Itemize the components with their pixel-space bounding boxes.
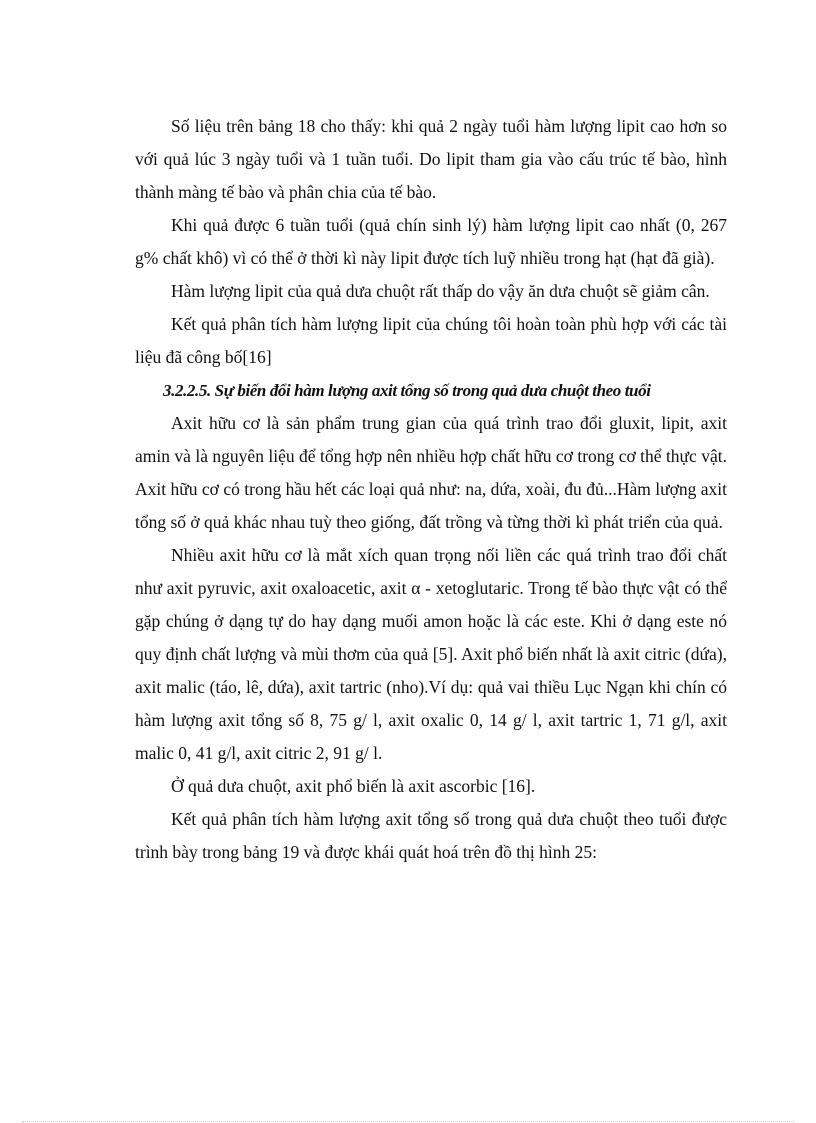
paragraph-lipit-result: Kết quả phân tích hàm lượng lipit của chúng tôi hoàn toàn phù hợp với các tài liệu đã công bố[16] bbox=[135, 314, 727, 367]
paragraph-lipit-age: Số liệu trên bảng 18 cho thấy: khi quả 2 ngày tuổi hàm lượng lipit cao hơn so với quả lúc 3 ngày tuổi và 1 tuần tuổi. Do lipit tham gia vào cấu trúc tế bào, hình thành màng tế bào và phân chia của tế bào. bbox=[135, 116, 727, 202]
page-body bbox=[135, 110, 727, 869]
paragraph-acid-examples: Nhiều axit hữu cơ là mắt xích quan trọng nối liền các quá trình trao đổi chất như axit pyruvic, axit oxaloacetic, axit α - xetoglutaric. Trong tế bào thực vật có thể gặp chúng ở dạng tự do hay dạng muối amon hoặc là các este. Khi ở dạng este nó quy định chất lượng và mùi thơm của quả [5]. Axit phổ biến nhất là axit citric (dứa), axit malic (táo, lê, dứa), axit tartric (nho).Ví dụ: quả vai thiều Lục Ngạn khi chín có hàm lượng axit tổng số 8, 75 g/ l, axit oxalic 0, 14 g/ l, axit tartric 1, 71 g/l, axit malic 0, 41 g/l, axit citric 2, 91 g/ l. bbox=[135, 545, 727, 763]
paragraph-lipit-low: Hàm lượng lipit của quả dưa chuột rất thấp do vậy ăn dưa chuột sẽ giảm cân. bbox=[171, 281, 710, 301]
paragraph-ascorbic: Ở quả dưa chuột, axit phổ biến là axit ascorbic [16]. bbox=[171, 776, 536, 796]
paragraph-organic-acid: Axit hữu cơ là sản phẩm trung gian của quá trình trao đổi gluxit, lipit, axit amin và là nguyên liệu để tổng hợp nên nhiều hợp chất hữu cơ trong cơ thể thực vật. Axit hữu cơ có trong hầu hết các loại quả như: na, dứa, xoài, đu đủ...Hàm lượng axit tổng số ở quả khác nhau tuỳ theo giống, đất trồng và từng thời kì phát triển của quả. bbox=[135, 413, 727, 532]
page-bottom-divider bbox=[22, 1121, 794, 1122]
paragraph-acid-result: Kết quả phân tích hàm lượng axit tổng số trong quả dưa chuột theo tuổi được trình bày trong bảng 19 và được khái quát hoá trên đồ thị hình 25: bbox=[135, 809, 727, 862]
section-heading: 3.2.2.5. Sự biến đổi hàm lượng axit tổng số trong quả dưa chuột theo tuổi bbox=[163, 381, 651, 400]
paragraph-lipit-six-weeks: Khi quả được 6 tuần tuổi (quả chín sinh lý) hàm lượng lipit cao nhất (0, 267 g% chất khô) vì có thể ở thời kì này lipit được tích luỹ nhiều trong hạt (hạt đã già). bbox=[135, 215, 727, 268]
